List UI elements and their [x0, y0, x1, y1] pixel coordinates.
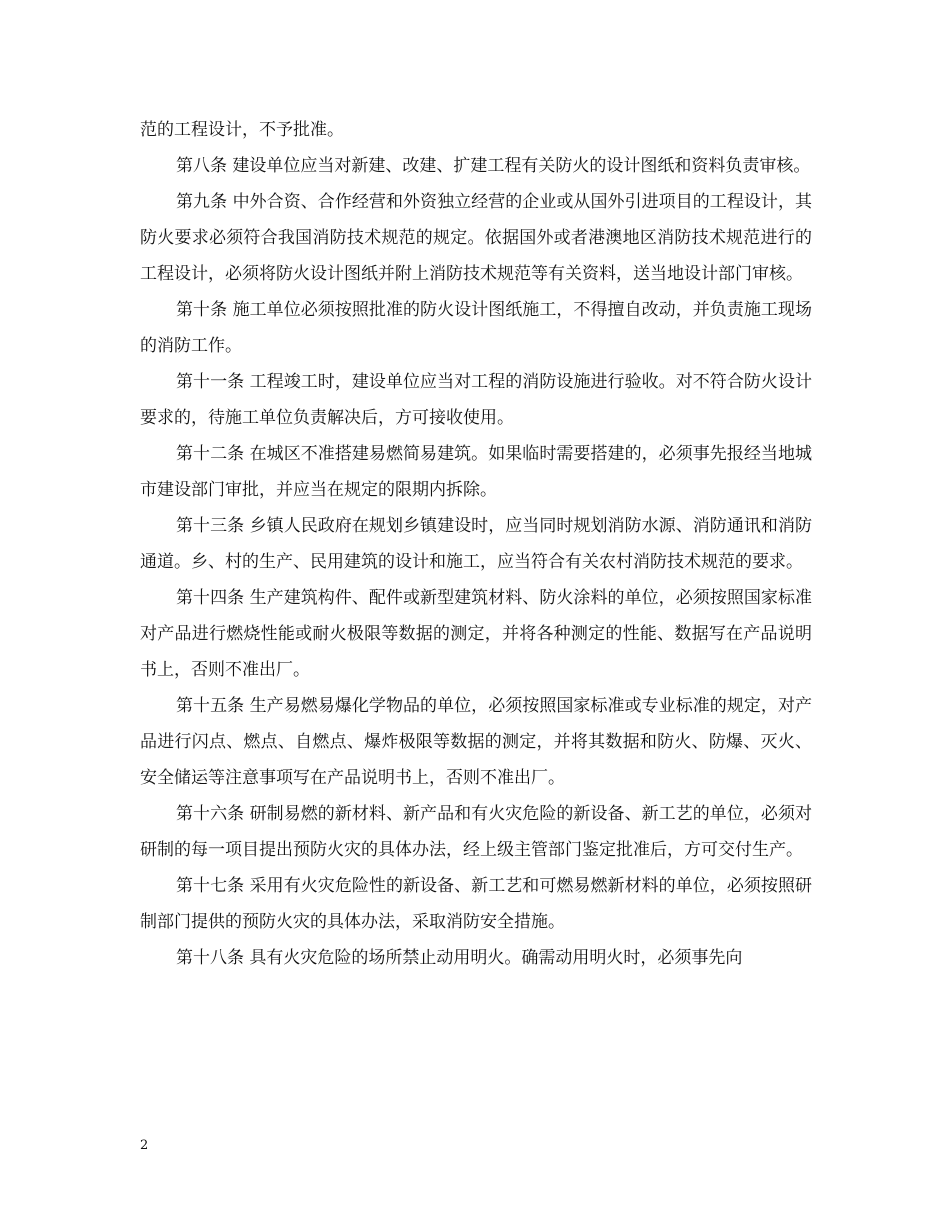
paragraph-article-16: 第十六条 研制易燃的新材料、新产品和有火灾危险的新设备、新工艺的单位，必须对研制的每一项目提出预防火灾的具体办法，经上级主管部门鉴定批准后，方可交付生产。: [140, 804, 812, 860]
paragraph-article-18: 第十八条 具有火灾危险的场所禁止动用明火。确需动用明火时，必须事先向: [176, 948, 743, 968]
paragraph-article-14: 第十四条 生产建筑构件、配件或新型建筑材料、防火涂料的单位，必须按照国家标准对产品进行燃烧性能或耐火极限等数据的测定，并将各种测定的性能、数据写在产品说明书上，否则不准出厂。: [140, 588, 812, 680]
paragraph-continuation: 范的工程设计，不予批准。: [140, 120, 344, 140]
paragraph-article-15: 第十五条 生产易燃易爆化学物品的单位，必须按照国家标准或专业标准的规定，对产品进行闪点、燃点、自燃点、爆炸极限等数据的测定，并将其数据和防火、防爆、灭火、安全储运等注意事项写在产品说明书上，否则不准出厂。: [140, 696, 812, 788]
paragraph-article-10: 第十条 施工单位必须按照批准的防火设计图纸施工，不得擅自改动，并负责施工现场的消防工作。: [140, 300, 812, 356]
paragraph-article-17: 第十七条 采用有火灾危险性的新设备、新工艺和可燃易燃新材料的单位，必须按照研制部门提供的预防火灾的具体办法，采取消防安全措施。: [140, 876, 812, 932]
page-number: 2: [140, 1138, 149, 1153]
paragraph-article-12: 第十二条 在城区不准搭建易燃简易建筑。如果临时需要搭建的，必须事先报经当地城市建设部门审批，并应当在规定的限期内拆除。: [140, 444, 812, 500]
document-body: [140, 112, 812, 976]
paragraph-article-11: 第十一条 工程竣工时，建设单位应当对工程的消防设施进行验收。对不符合防火设计要求的，待施工单位负责解决后，方可接收使用。: [140, 372, 812, 428]
paragraph-article-8: 第八条 建设单位应当对新建、改建、扩建工程有关防火的设计图纸和资料负责审核。: [176, 156, 811, 176]
paragraph-article-9: 第九条 中外合资、合作经营和外资独立经营的企业或从国外引进项目的工程设计，其防火要求必须符合我国消防技术规范的规定。依据国外或者港澳地区消防技术规范进行的工程设计，必须将防火设计图纸并附上消防技术规范等有关资料，送当地设计部门审核。: [140, 192, 812, 284]
paragraph-article-13: 第十三条 乡镇人民政府在规划乡镇建设时，应当同时规划消防水源、消防通讯和消防通道。乡、村的生产、民用建筑的设计和施工，应当符合有关农村消防技术规范的要求。: [140, 516, 812, 572]
